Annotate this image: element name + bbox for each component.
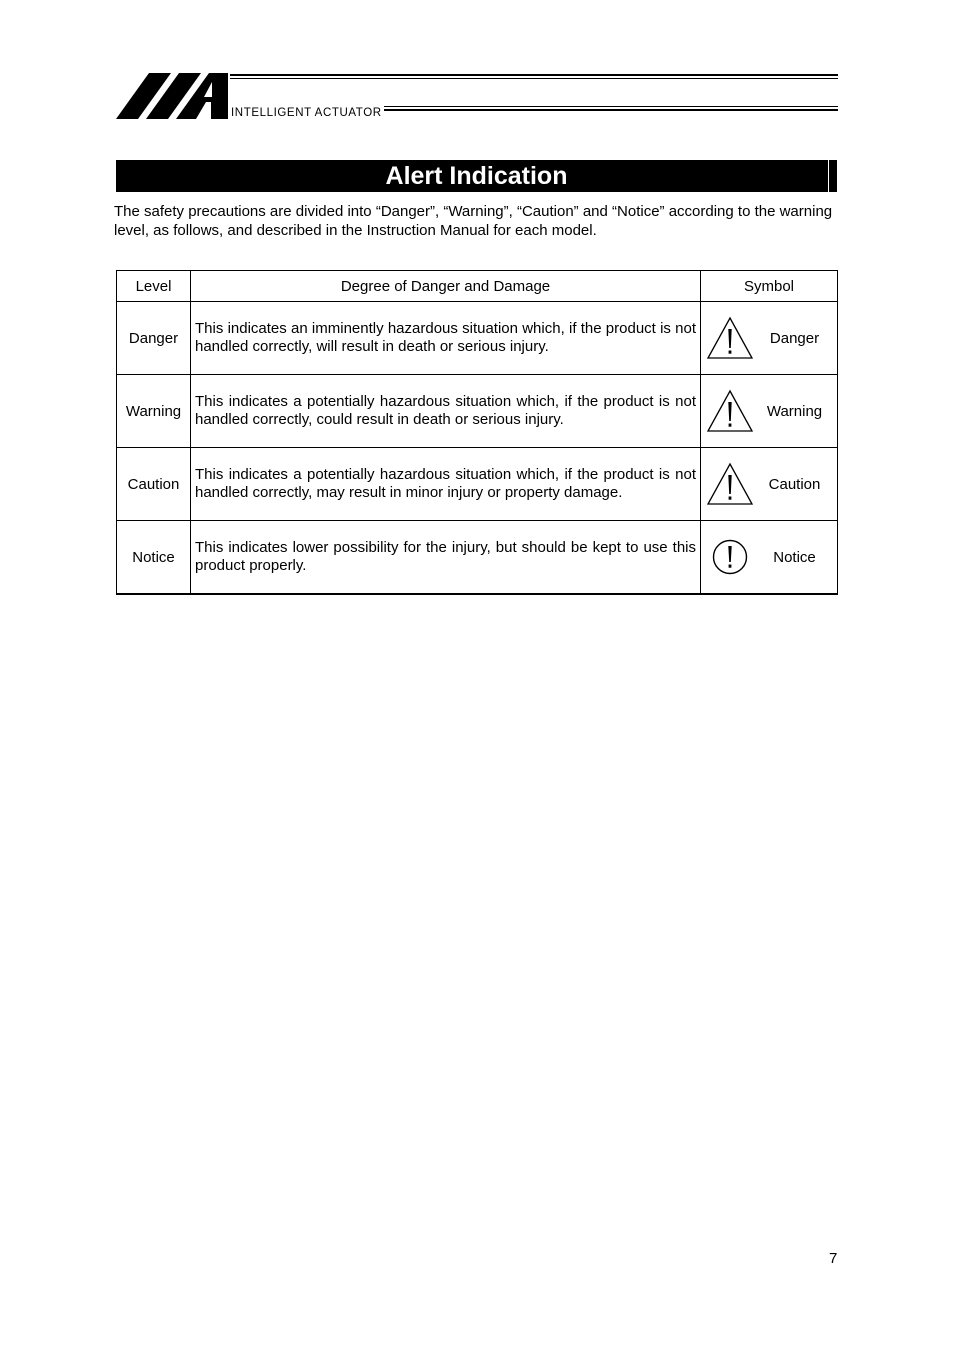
warning-triangle-icon [706, 316, 754, 360]
title-bar-divider [828, 160, 829, 192]
symbol-cell [701, 521, 838, 595]
level-cell: Caution [117, 448, 191, 521]
symbol-label: Warning [766, 402, 823, 420]
intro-paragraph: The safety precautions are divided into “Danger”, “Warning”, “Caution” and “Notice” according to the warning level, as follows, and described in the Instruction Manual for each model. [114, 203, 833, 239]
page-title: Alert Indication [385, 162, 568, 190]
header-rule-bottom-thick [384, 109, 838, 111]
header-rule-bottom [384, 106, 838, 107]
symbol-label: Notice [773, 548, 816, 566]
header-degree: Degree of Danger and Damage [191, 271, 701, 302]
table-row [117, 375, 838, 448]
header-level: Level [117, 271, 191, 302]
description-cell: This indicates an imminently hazardous situation which, if the product is not handled correctly, will result in death or serious injury. [191, 302, 701, 375]
exclamation-circle-icon [706, 535, 754, 579]
warning-triangle-icon [706, 462, 754, 506]
alert-levels-table [116, 270, 838, 595]
level-cell: Warning [117, 375, 191, 448]
table-row [117, 521, 838, 595]
iai-logo-mark [116, 72, 228, 120]
section-title-bar [116, 160, 837, 192]
description-cell: This indicates lower possibility for the injury, but should be kept to use this product properly. [191, 521, 701, 595]
table-row [117, 448, 838, 521]
symbol-label: Caution [768, 475, 821, 493]
warning-triangle-icon [706, 389, 754, 433]
symbol-cell [701, 448, 838, 521]
description-cell: This indicates a potentially hazardous situation which, if the product is not handled correctly, may result in minor injury or property damage. [191, 448, 701, 521]
symbol-cell [701, 375, 838, 448]
table-header-row [117, 271, 838, 302]
description-cell: This indicates a potentially hazardous situation which, if the product is not handled correctly, could result in death or serious injury. [191, 375, 701, 448]
symbol-label: Danger [769, 329, 820, 347]
level-cell: Danger [117, 302, 191, 375]
symbol-cell [701, 302, 838, 375]
header-rule-top [230, 74, 838, 76]
level-cell: Notice [117, 521, 191, 595]
header-rule-top-thin [230, 78, 838, 79]
table-row [117, 302, 838, 375]
company-logo-text: INTELLIGENT ACTUATOR [231, 107, 382, 119]
header-symbol: Symbol [701, 271, 838, 302]
page-number: 7 [829, 1250, 838, 1267]
